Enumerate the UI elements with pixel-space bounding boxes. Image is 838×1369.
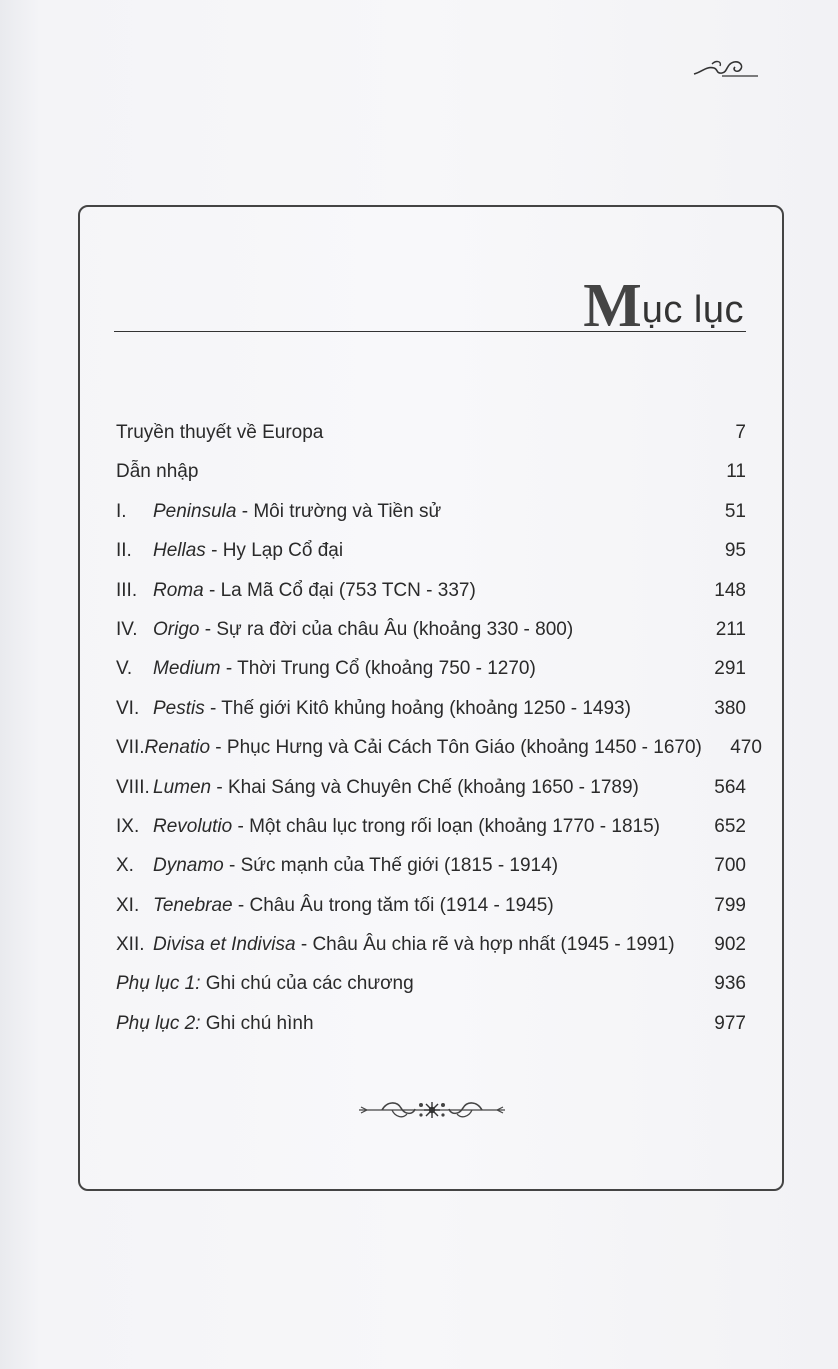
toc-entry[interactable]: [116, 461, 746, 500]
chapter-latin-title: Peninsula: [153, 500, 237, 522]
floral-ornament-icon: [357, 1095, 507, 1125]
toc-entry[interactable]: [116, 619, 746, 658]
toc-entry[interactable]: [116, 422, 746, 461]
toc-page-number: 95: [724, 540, 746, 562]
toc-page-number: 211: [715, 618, 746, 640]
toc-page-number: 470: [730, 737, 762, 759]
toc-entry[interactable]: [116, 777, 746, 816]
chapter-numeral: II.: [116, 540, 132, 562]
toc-entry[interactable]: [116, 501, 746, 540]
toc-entry[interactable]: [116, 855, 746, 894]
appendix-label: Phụ lục 1:: [116, 973, 201, 995]
toc-entry[interactable]: [116, 973, 746, 1012]
toc-entry[interactable]: [116, 895, 746, 934]
chapter-latin-title: Medium: [153, 658, 221, 680]
toc-entry-label: Divisa et Indivisa - Châu Âu chia rẽ và hợp nhất (1945 - 1991): [153, 934, 675, 956]
toc-page-number: 380: [714, 697, 746, 719]
chapter-latin-title: Tenebrae: [153, 894, 233, 916]
title-underline: [114, 331, 746, 332]
toc-page-number: 7: [735, 422, 746, 443]
toc-page-number: 51: [724, 500, 746, 522]
chapter-numeral: VII.: [116, 737, 145, 759]
chapter-numeral: X.: [116, 855, 134, 877]
toc-entry-label: Renatio - Phục Hưng và Cải Cách Tôn Giáo (khoảng 1450 - 1670): [144, 737, 702, 759]
chapter-numeral: VIII.: [116, 776, 150, 798]
toc-entry-label: Revolutio - Một châu lục trong rối loạn (khoảng 1770 - 1815): [153, 815, 660, 837]
toc-page-number: 11: [726, 461, 746, 483]
toc-entry-label: Roma - La Mã Cổ đại (753 TCN - 337): [153, 579, 476, 601]
toc-entry[interactable]: [116, 580, 746, 619]
chapter-numeral: I.: [116, 500, 127, 522]
toc-entry-label: Peninsula - Môi trường và Tiền sử: [153, 500, 442, 522]
title-initial: M: [583, 272, 640, 340]
toc-entry-label: Truyền thuyết về Europa: [116, 422, 324, 443]
table-of-contents-frame: [78, 205, 784, 1191]
toc-entry-label: Tenebrae - Châu Âu trong tăm tối (1914 - 1945): [153, 894, 554, 916]
chapter-numeral: VI.: [116, 697, 140, 719]
chapter-latin-title: Dynamo: [153, 855, 224, 877]
toc-entry-label: Phụ lục 2: Ghi chú hình: [116, 1012, 314, 1034]
chapter-latin-title: Renatio: [144, 737, 211, 759]
toc-page-number: 652: [714, 815, 746, 837]
corner-ornament-icon: [692, 52, 758, 80]
toc-entry[interactable]: [116, 540, 746, 579]
chapter-latin-title: Hellas: [153, 540, 206, 562]
chapter-latin-title: Divisa et Indivisa: [153, 934, 296, 956]
toc-page-number: 902: [714, 934, 746, 956]
toc-entry-label: Hellas - Hy Lạp Cổ đại: [153, 540, 344, 562]
chapter-latin-title: Lumen: [153, 776, 212, 798]
title-text: ục lục: [641, 289, 744, 331]
toc-entry-label: Dẫn nhập: [116, 461, 199, 483]
chapter-numeral: IV.: [116, 618, 138, 640]
toc-entry[interactable]: [116, 658, 746, 697]
toc-entry-label: Phụ lục 1: Ghi chú của các chương: [116, 973, 414, 995]
toc-page-number: 799: [714, 894, 746, 916]
toc-entry-label: Origo - Sự ra đời của châu Âu (khoảng 330 - 800): [153, 618, 574, 640]
toc-entry-label: Medium - Thời Trung Cổ (khoảng 750 - 1270): [153, 658, 536, 680]
toc-entry-label: Dynamo - Sức mạnh của Thế giới (1815 - 1914): [153, 855, 559, 877]
toc-entry-label: Lumen - Khai Sáng và Chuyên Chế (khoảng 1650 - 1789): [153, 776, 639, 798]
toc-list: [116, 422, 762, 1052]
toc-page-number: 936: [714, 973, 746, 995]
chapter-latin-title: Revolutio: [153, 815, 233, 837]
toc-entry[interactable]: [116, 1013, 746, 1052]
chapter-latin-title: Origo: [153, 618, 200, 640]
page-title: [583, 269, 744, 340]
toc-entry-label: Pestis - Thế giới Kitô khủng hoảng (khoảng 1250 - 1493): [153, 697, 631, 719]
appendix-label: Phụ lục 2:: [116, 1012, 201, 1034]
toc-entry[interactable]: [116, 737, 762, 776]
toc-page-number: 700: [714, 855, 746, 877]
toc-page-number: 291: [714, 658, 746, 680]
chapter-numeral: III.: [116, 579, 138, 601]
toc-entry[interactable]: [116, 934, 746, 973]
chapter-numeral: V.: [116, 658, 133, 680]
toc-entry[interactable]: [116, 698, 746, 737]
chapter-numeral: XII.: [116, 934, 145, 956]
chapter-latin-title: Roma: [153, 579, 204, 601]
chapter-numeral: IX.: [116, 815, 140, 837]
chapter-latin-title: Pestis: [153, 697, 205, 719]
toc-entry[interactable]: [116, 816, 746, 855]
toc-page-number: 977: [714, 1012, 746, 1034]
toc-page-number: 564: [714, 776, 746, 798]
chapter-numeral: XI.: [116, 894, 140, 916]
toc-page-number: 148: [714, 579, 746, 601]
